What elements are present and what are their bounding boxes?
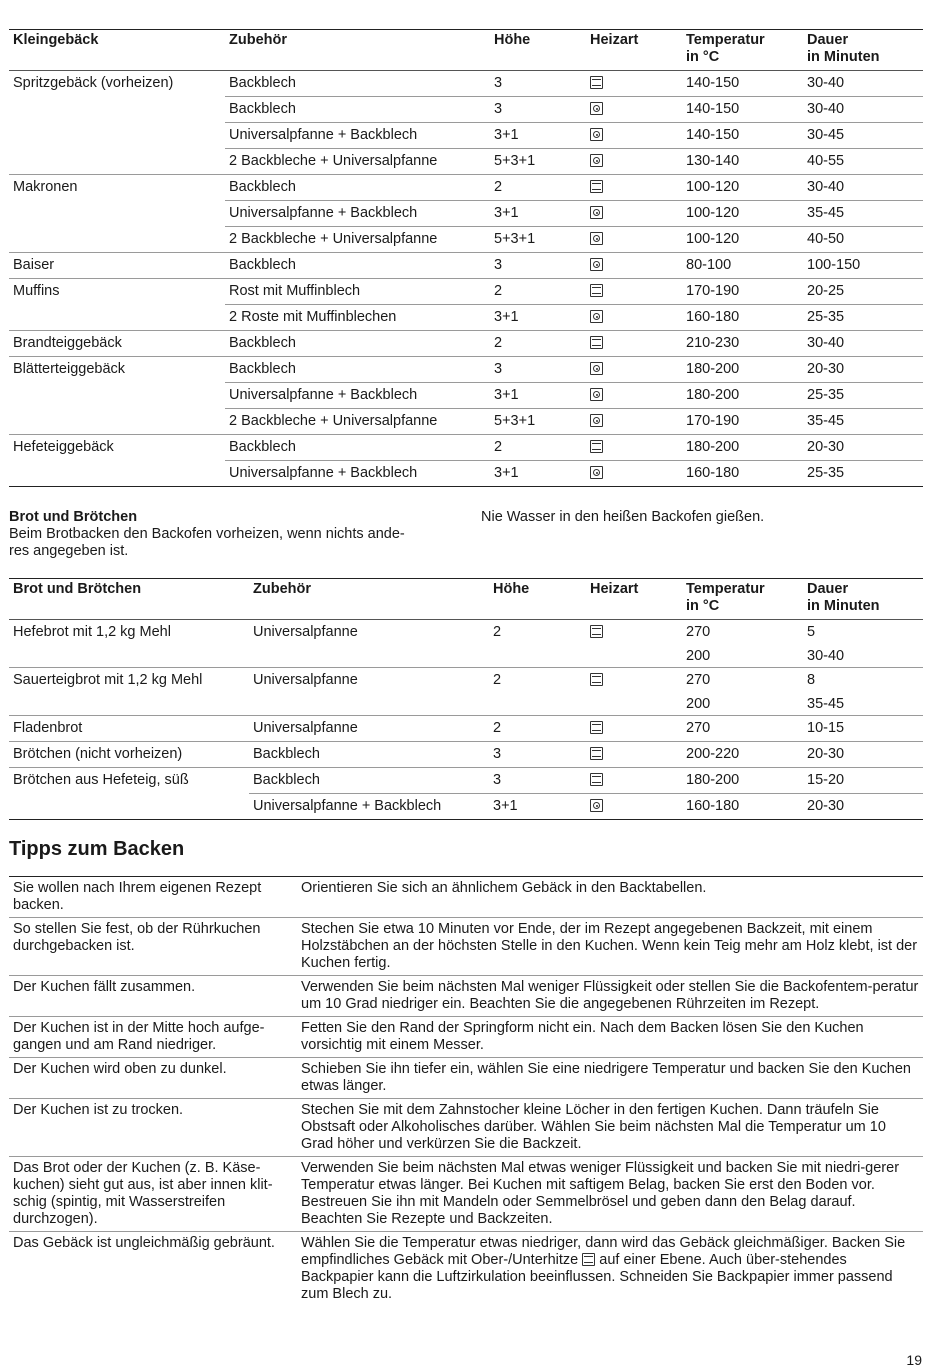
- brot-section-text-left: [9, 526, 449, 560]
- tip-problem: Der Kuchen ist in der Mitte hoch aufge-gangen und am Rand niedriger.: [9, 1017, 297, 1058]
- row-name: Hefebrot mit 1,2 kg Mehl: [13, 624, 171, 640]
- row-temperatur: 170-190: [682, 409, 803, 435]
- dauer-step-2: 35-45: [807, 696, 845, 712]
- row-hoehe: 2: [489, 668, 586, 716]
- temperatur-step-1: 270: [686, 672, 711, 688]
- row-hoehe: 2: [493, 624, 502, 640]
- brot-section-text-left-line1: Beim Brotbacken den Backofen vorheizen, wenn nichts ande-: [9, 526, 405, 542]
- row-zubehoer: Backblech: [249, 742, 489, 768]
- table-row: [9, 620, 923, 668]
- row-dauer: [803, 742, 923, 768]
- table-row: [9, 435, 923, 461]
- tip-row: [9, 1099, 923, 1157]
- kleingebaeck-table: [9, 29, 923, 487]
- row-zubehoer: Universalpfanne + Backblech: [225, 461, 490, 487]
- tip-row: [9, 918, 923, 976]
- row-hoehe: 2: [490, 331, 586, 357]
- row-temperatur: 180-200: [682, 435, 803, 461]
- heissluft-icon: [590, 310, 603, 323]
- row-zubehoer: Universalpfanne: [249, 716, 489, 742]
- table-row: [9, 331, 923, 357]
- row-dauer: 30-40: [807, 75, 845, 91]
- row-hoehe: 3: [490, 97, 586, 123]
- row-temperatur: 100-120: [682, 201, 803, 227]
- table-row: [9, 668, 923, 716]
- row-hoehe: 5+3+1: [490, 149, 586, 175]
- row-name: Spritzgebäck (vorheizen): [13, 75, 174, 91]
- row-heizart: [586, 305, 682, 331]
- row-dauer: 20-25: [803, 279, 923, 305]
- ober-unterhitze-icon: [590, 747, 603, 760]
- row-heizart: [586, 461, 682, 487]
- heissluft-icon: [590, 232, 603, 245]
- row-zubehoer: Universalpfanne: [249, 668, 489, 716]
- table-row: [9, 409, 923, 435]
- tip-row: [9, 1232, 923, 1310]
- tip-problem: Das Gebäck ist ungleichmäßig gebräunt.: [9, 1232, 297, 1310]
- temperatur-step-1: 270: [686, 720, 711, 736]
- row-dauer: 40-50: [803, 227, 923, 253]
- row-zubehoer: 2 Roste mit Muffinblechen: [225, 305, 490, 331]
- brot-section-title: Brot und Brötchen: [9, 509, 138, 525]
- row-temperatur: [682, 668, 803, 716]
- row-temperatur: [682, 716, 803, 742]
- row-zubehoer: Universalpfanne: [253, 624, 358, 640]
- row-hoehe: 3+1: [490, 123, 586, 149]
- row-temperatur: 140-150: [682, 123, 803, 149]
- row-hoehe: 2: [490, 279, 586, 305]
- row-zubehoer: Backblech: [225, 97, 490, 123]
- ober-unterhitze-icon: [590, 76, 603, 89]
- heissluft-icon: [590, 799, 603, 812]
- row-temperatur: 100-120: [682, 175, 803, 201]
- table-row: [9, 253, 923, 279]
- row-temperatur: [682, 768, 803, 794]
- row-heizart: [586, 71, 682, 97]
- row-hoehe: 3: [490, 253, 586, 279]
- table-row: [9, 794, 923, 820]
- heissluft-icon: [590, 102, 603, 115]
- dauer-step-1: 5: [807, 624, 816, 640]
- row-hoehe: 3+1: [489, 794, 586, 820]
- row-heizart: [586, 253, 682, 279]
- brot-section-text-left-line2: res angegeben ist.: [9, 543, 129, 559]
- row-temperatur: 180-200: [682, 357, 803, 383]
- row-dauer: 20-30: [803, 357, 923, 383]
- row-dauer: 30-40: [803, 175, 923, 201]
- row-temperatur: 130-140: [682, 149, 803, 175]
- row-hoehe: 3+1: [490, 201, 586, 227]
- row-zubehoer: Backblech: [225, 253, 490, 279]
- row-name: [9, 97, 225, 123]
- heissluft-icon: [590, 258, 603, 271]
- row-temperatur: 170-190: [682, 279, 803, 305]
- row-zubehoer: Backblech: [225, 357, 490, 383]
- ober-unterhitze-icon: [590, 180, 603, 193]
- row-temperatur: [682, 620, 803, 668]
- ober-unterhitze-icon: [590, 625, 603, 638]
- row-hoehe: 3: [494, 75, 503, 91]
- row-name: Brandteiggebäck: [9, 331, 225, 357]
- row-dauer: 25-35: [803, 305, 923, 331]
- row-temperatur: 160-180: [682, 461, 803, 487]
- table-row: [9, 175, 923, 201]
- header-dauer: [803, 30, 923, 71]
- row-zubehoer: Universalpfanne + Backblech: [249, 794, 489, 820]
- row-zubehoer: Universalpfanne + Backblech: [225, 201, 490, 227]
- temperatur-step-1: 200-220: [686, 746, 740, 762]
- header-heizart: Heizart: [586, 579, 682, 620]
- row-hoehe: 3+1: [490, 305, 586, 331]
- row-heizart: [586, 123, 682, 149]
- header-dauer-line1: Dauer: [807, 581, 849, 597]
- row-temperatur: 80-100: [682, 253, 803, 279]
- row-name: Brötchen (nicht vorheizen): [9, 742, 249, 768]
- row-name: [9, 409, 225, 435]
- row-hoehe: 5+3+1: [490, 409, 586, 435]
- tips-table: [9, 876, 923, 1309]
- header-dauer-line2: in Minuten: [807, 598, 880, 614]
- row-name: [9, 227, 225, 253]
- ober-unterhitze-icon: [590, 673, 603, 686]
- table-row: [9, 71, 923, 97]
- temperatur-step-1: 180-200: [686, 772, 740, 788]
- row-hoehe: 5+3+1: [490, 227, 586, 253]
- table-row: [9, 461, 923, 487]
- ober-unterhitze-icon: [582, 1253, 595, 1266]
- heissluft-icon: [590, 414, 603, 427]
- heissluft-icon: [590, 128, 603, 141]
- table-row: [9, 768, 923, 794]
- ober-unterhitze-icon: [590, 721, 603, 734]
- header-temperatur-line2: in °C: [686, 598, 720, 614]
- row-name: Sauerteigbrot mit 1,2 kg Mehl: [9, 668, 249, 716]
- row-temperatur: [682, 794, 803, 820]
- ober-unterhitze-icon: [590, 336, 603, 349]
- row-hoehe: 2: [490, 175, 586, 201]
- table-row: [9, 201, 923, 227]
- tip-row: [9, 1058, 923, 1099]
- row-name: Blätterteiggebäck: [9, 357, 225, 383]
- header-kleingebaeck: Kleingebäck: [9, 30, 225, 71]
- row-hoehe: 3+1: [490, 461, 586, 487]
- row-heizart: [586, 227, 682, 253]
- table-row: [9, 279, 923, 305]
- dauer-step-1: 15-20: [807, 772, 845, 788]
- row-name: Hefeteiggebäck: [9, 435, 225, 461]
- row-name: [9, 149, 225, 175]
- header-dauer-line1: Dauer: [807, 32, 849, 48]
- row-heizart: [586, 149, 682, 175]
- temperatur-step-1: 160-180: [686, 798, 740, 814]
- row-hoehe: 3: [490, 357, 586, 383]
- row-zubehoer: 2 Backbleche + Universalpfanne: [225, 409, 490, 435]
- header-temperatur: [682, 30, 803, 71]
- row-heizart: [586, 97, 682, 123]
- tip-problem: Der Kuchen wird oben zu dunkel.: [9, 1058, 297, 1099]
- tip-row: [9, 1017, 923, 1058]
- row-name: Makronen: [9, 175, 225, 201]
- table-header-row: [9, 579, 923, 620]
- row-dauer: 100-150: [803, 253, 923, 279]
- row-heizart: [586, 716, 682, 742]
- brot-section-text-right: Nie Wasser in den heißen Backofen gießen.: [481, 509, 765, 525]
- heissluft-icon: [590, 154, 603, 167]
- row-name: [9, 383, 225, 409]
- row-dauer: 20-30: [803, 435, 923, 461]
- row-dauer: 30-40: [803, 97, 923, 123]
- ober-unterhitze-icon: [590, 284, 603, 297]
- tip-solution: Verwenden Sie beim nächsten Mal weniger Flüssigkeit oder stellen Sie die Backofentem-peratur um 10 Grad niedriger ein. Beachten Sie die angegebenen Rührzeiten im Rezept.: [297, 976, 923, 1017]
- row-temperatur: [682, 742, 803, 768]
- header-hoehe: Höhe: [490, 30, 586, 71]
- dauer-step-1: 8: [807, 672, 816, 688]
- tip-solution-part2: auf einer Ebene. Auch über-stehendes Backpapier kann die Luftzirkulation beeinflussen. Schneiden Sie Backpapier immer passend zum Blech zu.: [301, 1252, 893, 1302]
- row-name: Muffins: [9, 279, 225, 305]
- table-row: [9, 97, 923, 123]
- header-temperatur: [682, 579, 803, 620]
- header-dauer-line2: in Minuten: [807, 49, 880, 65]
- row-dauer: [803, 768, 923, 794]
- row-name: Brötchen aus Hefeteig, süß: [9, 768, 249, 794]
- header-hoehe: Höhe: [489, 579, 586, 620]
- heissluft-icon: [590, 388, 603, 401]
- header-heizart: Heizart: [586, 30, 682, 71]
- dauer-step-2: 30-40: [807, 648, 845, 664]
- row-temperatur: 160-180: [682, 305, 803, 331]
- row-heizart: [586, 383, 682, 409]
- row-dauer: 30-40: [803, 331, 923, 357]
- row-zubehoer: Universalpfanne + Backblech: [225, 383, 490, 409]
- table-row: [9, 383, 923, 409]
- table-row: [9, 716, 923, 742]
- row-heizart: [586, 175, 682, 201]
- dauer-step-1: 20-30: [807, 746, 845, 762]
- page-number: 19: [906, 1352, 922, 1368]
- tip-row: [9, 877, 923, 918]
- table-header-row: [9, 30, 923, 71]
- row-heizart: [586, 279, 682, 305]
- header-temperatur-line1: Temperatur: [686, 32, 765, 48]
- heissluft-icon: [590, 206, 603, 219]
- tip-solution: Fetten Sie den Rand der Springform nicht ein. Nach dem Backen lösen Sie den Kuchen vorsichtig mit einem Messer.: [297, 1017, 923, 1058]
- row-hoehe: 2: [489, 716, 586, 742]
- header-zubehoer: Zubehör: [225, 30, 490, 71]
- table-row: [9, 227, 923, 253]
- row-name: [9, 201, 225, 227]
- row-zubehoer: Universalpfanne + Backblech: [225, 123, 490, 149]
- table-row: [9, 357, 923, 383]
- row-name: [9, 461, 225, 487]
- tip-problem: Der Kuchen ist zu trocken.: [9, 1099, 297, 1157]
- temperatur-step-1: 270: [686, 624, 711, 640]
- row-heizart: [586, 620, 682, 668]
- row-zubehoer: 2 Backbleche + Universalpfanne: [225, 227, 490, 253]
- tips-title: Tipps zum Backen: [9, 838, 185, 860]
- row-heizart: [586, 794, 682, 820]
- row-zubehoer: Backblech: [249, 768, 489, 794]
- row-zubehoer: Backblech: [225, 435, 490, 461]
- ober-unterhitze-icon: [590, 440, 603, 453]
- row-zubehoer: Rost mit Muffinblech: [225, 279, 490, 305]
- row-zubehoer: Backblech: [229, 75, 296, 91]
- row-zubehoer: Backblech: [225, 175, 490, 201]
- heissluft-icon: [590, 362, 603, 375]
- table-row: [9, 742, 923, 768]
- row-name: [9, 123, 225, 149]
- tip-row: [9, 1157, 923, 1232]
- row-dauer: 25-35: [803, 383, 923, 409]
- row-name: [9, 794, 249, 820]
- tip-problem: Der Kuchen fällt zusammen.: [9, 976, 297, 1017]
- row-zubehoer: 2 Backbleche + Universalpfanne: [225, 149, 490, 175]
- tip-problem: So stellen Sie fest, ob der Rührkuchen durchgebacken ist.: [9, 918, 297, 976]
- heissluft-icon: [590, 466, 603, 479]
- row-dauer: 25-35: [803, 461, 923, 487]
- row-temperatur: 140-150: [686, 75, 740, 91]
- row-heizart: [586, 357, 682, 383]
- tip-row: [9, 976, 923, 1017]
- dauer-step-1: 20-30: [807, 798, 845, 814]
- row-name: [9, 305, 225, 331]
- row-hoehe: 3: [489, 768, 586, 794]
- row-temperatur: 210-230: [682, 331, 803, 357]
- row-dauer: [803, 716, 923, 742]
- row-heizart: [586, 331, 682, 357]
- row-temperatur: 140-150: [682, 97, 803, 123]
- row-hoehe: 3+1: [490, 383, 586, 409]
- tip-solution: Stechen Sie mit dem Zahnstocher kleine Löcher in den fertigen Kuchen. Dann träufeln Sie Obstsaft oder Alkoholisches darüber. Wählen Sie beim nächsten Mal die Temperatur um 10 Grad höher und verkürzen Sie die Backzeit.: [297, 1099, 923, 1157]
- row-temperatur: 180-200: [682, 383, 803, 409]
- temperatur-step-2: 200: [686, 648, 711, 664]
- tip-solution: [297, 1232, 923, 1310]
- table-row: [9, 123, 923, 149]
- row-zubehoer: Backblech: [225, 331, 490, 357]
- table-row: [9, 149, 923, 175]
- dauer-step-1: 10-15: [807, 720, 845, 736]
- row-heizart: [586, 768, 682, 794]
- row-hoehe: 2: [490, 435, 586, 461]
- tip-solution: Verwenden Sie beim nächsten Mal etwas weniger Flüssigkeit und backen Sie mit niedri-gerer Temperatur etwas länger. Bei Kuchen mit saftigem Belag, backen Sie erst den Boden vor. Bestreuen Sie ihn mit Mandeln oder Semmelbrösel und geben dann den Belag darauf. Beachten Sie Rezepte und Backzeiten.: [297, 1157, 923, 1232]
- tip-problem: Das Brot oder der Kuchen (z. B. Käse-kuchen) sieht gut aus, ist aber innen klit-schig (spintig, mit Wasserstreifen durchzogen).: [9, 1157, 297, 1232]
- tip-solution: Stechen Sie etwa 10 Minuten vor Ende, der im Rezept angegebenen Backzeit, mit einem Holzstäbchen an der höchsten Stelle in den Kuchen. Wenn kein Teig mehr am Holz klebt, ist der Kuchen fertig.: [297, 918, 923, 976]
- row-heizart: [586, 409, 682, 435]
- row-dauer: [803, 668, 923, 716]
- row-name: Fladenbrot: [9, 716, 249, 742]
- header-zubehoer: Zubehör: [249, 579, 489, 620]
- row-heizart: [586, 668, 682, 716]
- temperatur-step-2: 200: [686, 696, 711, 712]
- row-dauer: 35-45: [803, 409, 923, 435]
- header-temperatur-line2: in °C: [686, 49, 720, 65]
- tip-problem: Sie wollen nach Ihrem eigenen Rezept backen.: [9, 877, 297, 918]
- row-hoehe: 3: [489, 742, 586, 768]
- row-dauer: 40-55: [803, 149, 923, 175]
- row-heizart: [586, 742, 682, 768]
- header-brot: Brot und Brötchen: [9, 579, 249, 620]
- header-dauer: [803, 579, 923, 620]
- row-heizart: [586, 201, 682, 227]
- row-dauer: [803, 794, 923, 820]
- header-temperatur-line1: Temperatur: [686, 581, 765, 597]
- row-name: Baiser: [9, 253, 225, 279]
- tip-solution: Orientieren Sie sich an ähnlichem Gebäck in den Backtabellen.: [297, 877, 923, 918]
- tip-solution: Schieben Sie ihn tiefer ein, wählen Sie eine niedrigere Temperatur und backen Sie den Kuchen etwas länger.: [297, 1058, 923, 1099]
- tip-solution-part1: Wählen Sie die Temperatur etwas niedriger, dann wird das Gebäck gleichmäßiger. Backen Sie empfindliches Gebäck mit Ober-/Unterhitze: [301, 1235, 906, 1268]
- brot-table: [9, 578, 923, 820]
- row-heizart: [586, 435, 682, 461]
- row-dauer: 30-45: [803, 123, 923, 149]
- ober-unterhitze-icon: [590, 773, 603, 786]
- row-temperatur: 100-120: [682, 227, 803, 253]
- row-dauer: 35-45: [803, 201, 923, 227]
- row-dauer: [803, 620, 923, 668]
- table-row: [9, 305, 923, 331]
